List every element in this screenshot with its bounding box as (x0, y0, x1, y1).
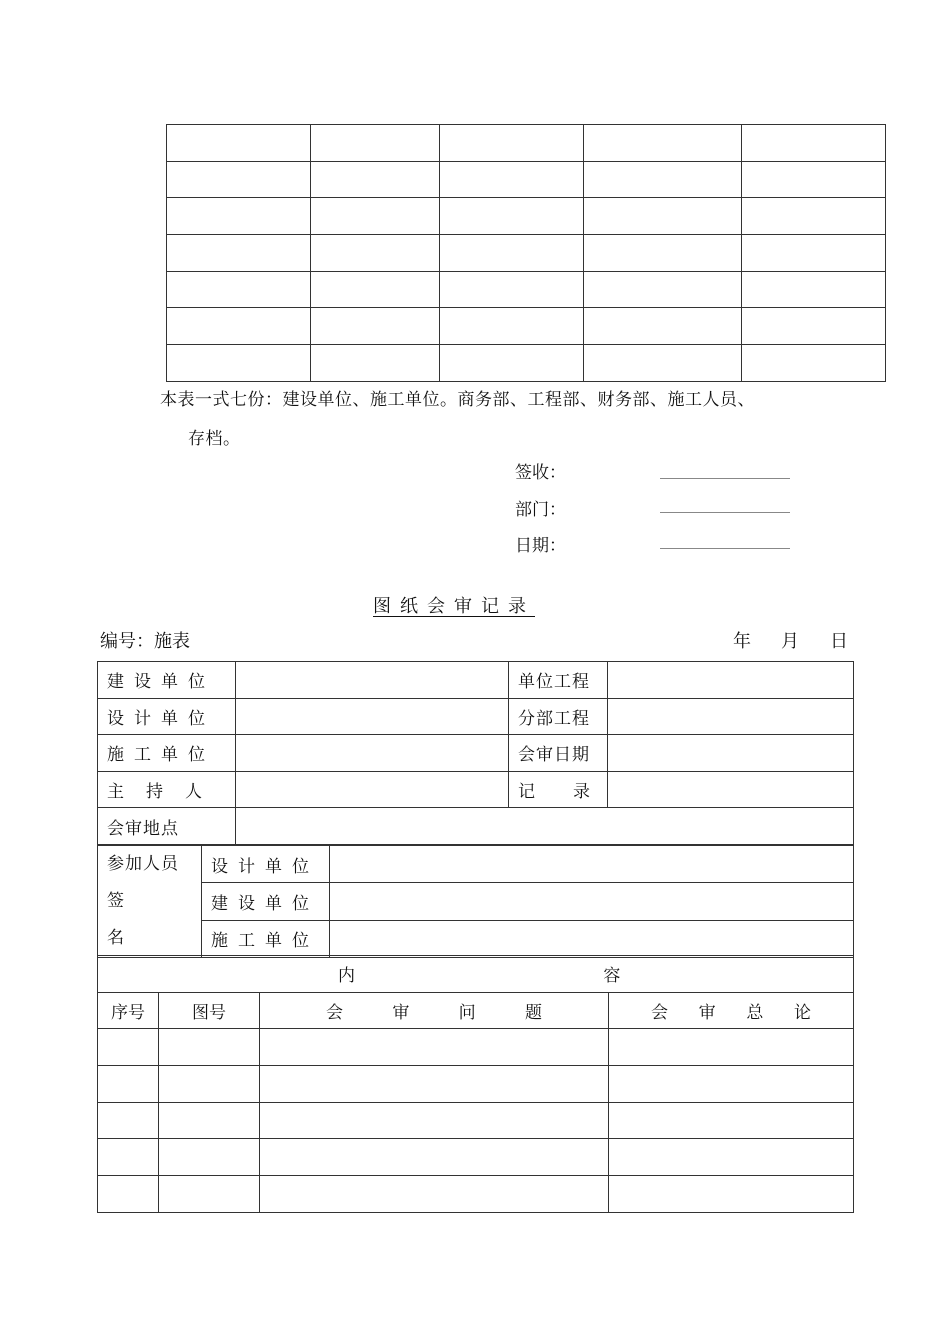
contents-header (98, 956, 854, 993)
record-field[interactable] (608, 771, 854, 808)
drawing-no-header: 图号 (159, 992, 260, 1029)
builder-unit-field[interactable] (236, 735, 509, 772)
attendees-label (98, 846, 202, 958)
table-row (98, 808, 854, 845)
review-date-label: 会审日期 (509, 735, 608, 772)
serial-number-label: 编号：施表 (100, 631, 190, 652)
table-row (98, 992, 854, 1029)
table-row (167, 161, 886, 198)
distribution-note-cont: 存档。 (188, 429, 241, 449)
table-row (98, 956, 854, 993)
attendees-label-line2: 签名 (107, 891, 174, 948)
table-row (98, 883, 854, 920)
table-row (98, 1176, 854, 1213)
review-place-label: 会审地点 (98, 808, 236, 845)
table-row (98, 1102, 854, 1139)
review-issue-header: 会 审 问 题 (260, 992, 609, 1029)
attendee-construction-unit-label: 建设单位 (202, 883, 330, 920)
table-row (167, 271, 886, 308)
attendee-design-unit-field[interactable] (330, 846, 854, 883)
table-row (98, 662, 854, 699)
month-label: 月 (781, 631, 799, 652)
review-date-field[interactable] (608, 735, 854, 772)
table-row (167, 125, 886, 162)
attendee-builder-unit-label: 施工单位 (202, 920, 330, 957)
construction-unit-label: 建设单位 (98, 662, 236, 699)
design-unit-field[interactable] (236, 698, 509, 735)
table-row (98, 735, 854, 772)
table-row (98, 771, 854, 808)
construction-unit-field[interactable] (236, 662, 509, 699)
receipt-label: 签收： (515, 463, 566, 483)
department-label: 部门： (515, 500, 566, 520)
attendees-table (97, 845, 854, 958)
attendees-label-line1: 参加人员 (107, 854, 179, 874)
top-blank-grid (166, 124, 886, 382)
table-row (167, 308, 886, 345)
review-contents-table (97, 955, 854, 1213)
table-row (98, 920, 854, 957)
review-place-field[interactable] (236, 808, 854, 845)
date-label: 日期： (515, 536, 566, 556)
sub-project-field[interactable] (608, 698, 854, 735)
receipt-field[interactable] (660, 478, 790, 479)
distribution-note: 本表一式七份：建设单位、施工单位。商务部、工程部、财务部、施工人员、 (160, 390, 755, 410)
table-row (98, 698, 854, 735)
design-unit-label: 设计单位 (98, 698, 236, 735)
review-info-table (97, 661, 854, 845)
year-label: 年 (733, 631, 751, 652)
table-row (98, 1066, 854, 1103)
day-label: 日 (830, 631, 848, 652)
record-label: 记录 (509, 771, 608, 808)
date-field[interactable] (660, 548, 790, 549)
contents-header-left: 内 (338, 966, 355, 987)
builder-unit-label: 施工单位 (98, 735, 236, 772)
table-row (167, 345, 886, 382)
host-label: 主持人 (98, 771, 236, 808)
unit-project-field[interactable] (608, 662, 854, 699)
form-title: 图纸会审记录 (373, 596, 535, 617)
attendee-builder-unit-field[interactable] (330, 920, 854, 957)
unit-project-label: 单位工程 (509, 662, 608, 699)
review-conclusion-header: 会 审 总 论 (609, 992, 854, 1029)
contents-header-right: 容 (603, 966, 621, 987)
table-row (98, 1029, 854, 1066)
department-field[interactable] (660, 512, 790, 513)
attendee-design-unit-label: 设计单位 (202, 846, 330, 883)
seq-header: 序号 (98, 992, 159, 1029)
attendee-construction-unit-field[interactable] (330, 883, 854, 920)
sub-project-label: 分部工程 (509, 698, 608, 735)
table-row (167, 198, 886, 235)
table-row (167, 235, 886, 272)
host-field[interactable] (236, 771, 509, 808)
table-row (98, 1139, 854, 1176)
table-row (98, 846, 854, 883)
